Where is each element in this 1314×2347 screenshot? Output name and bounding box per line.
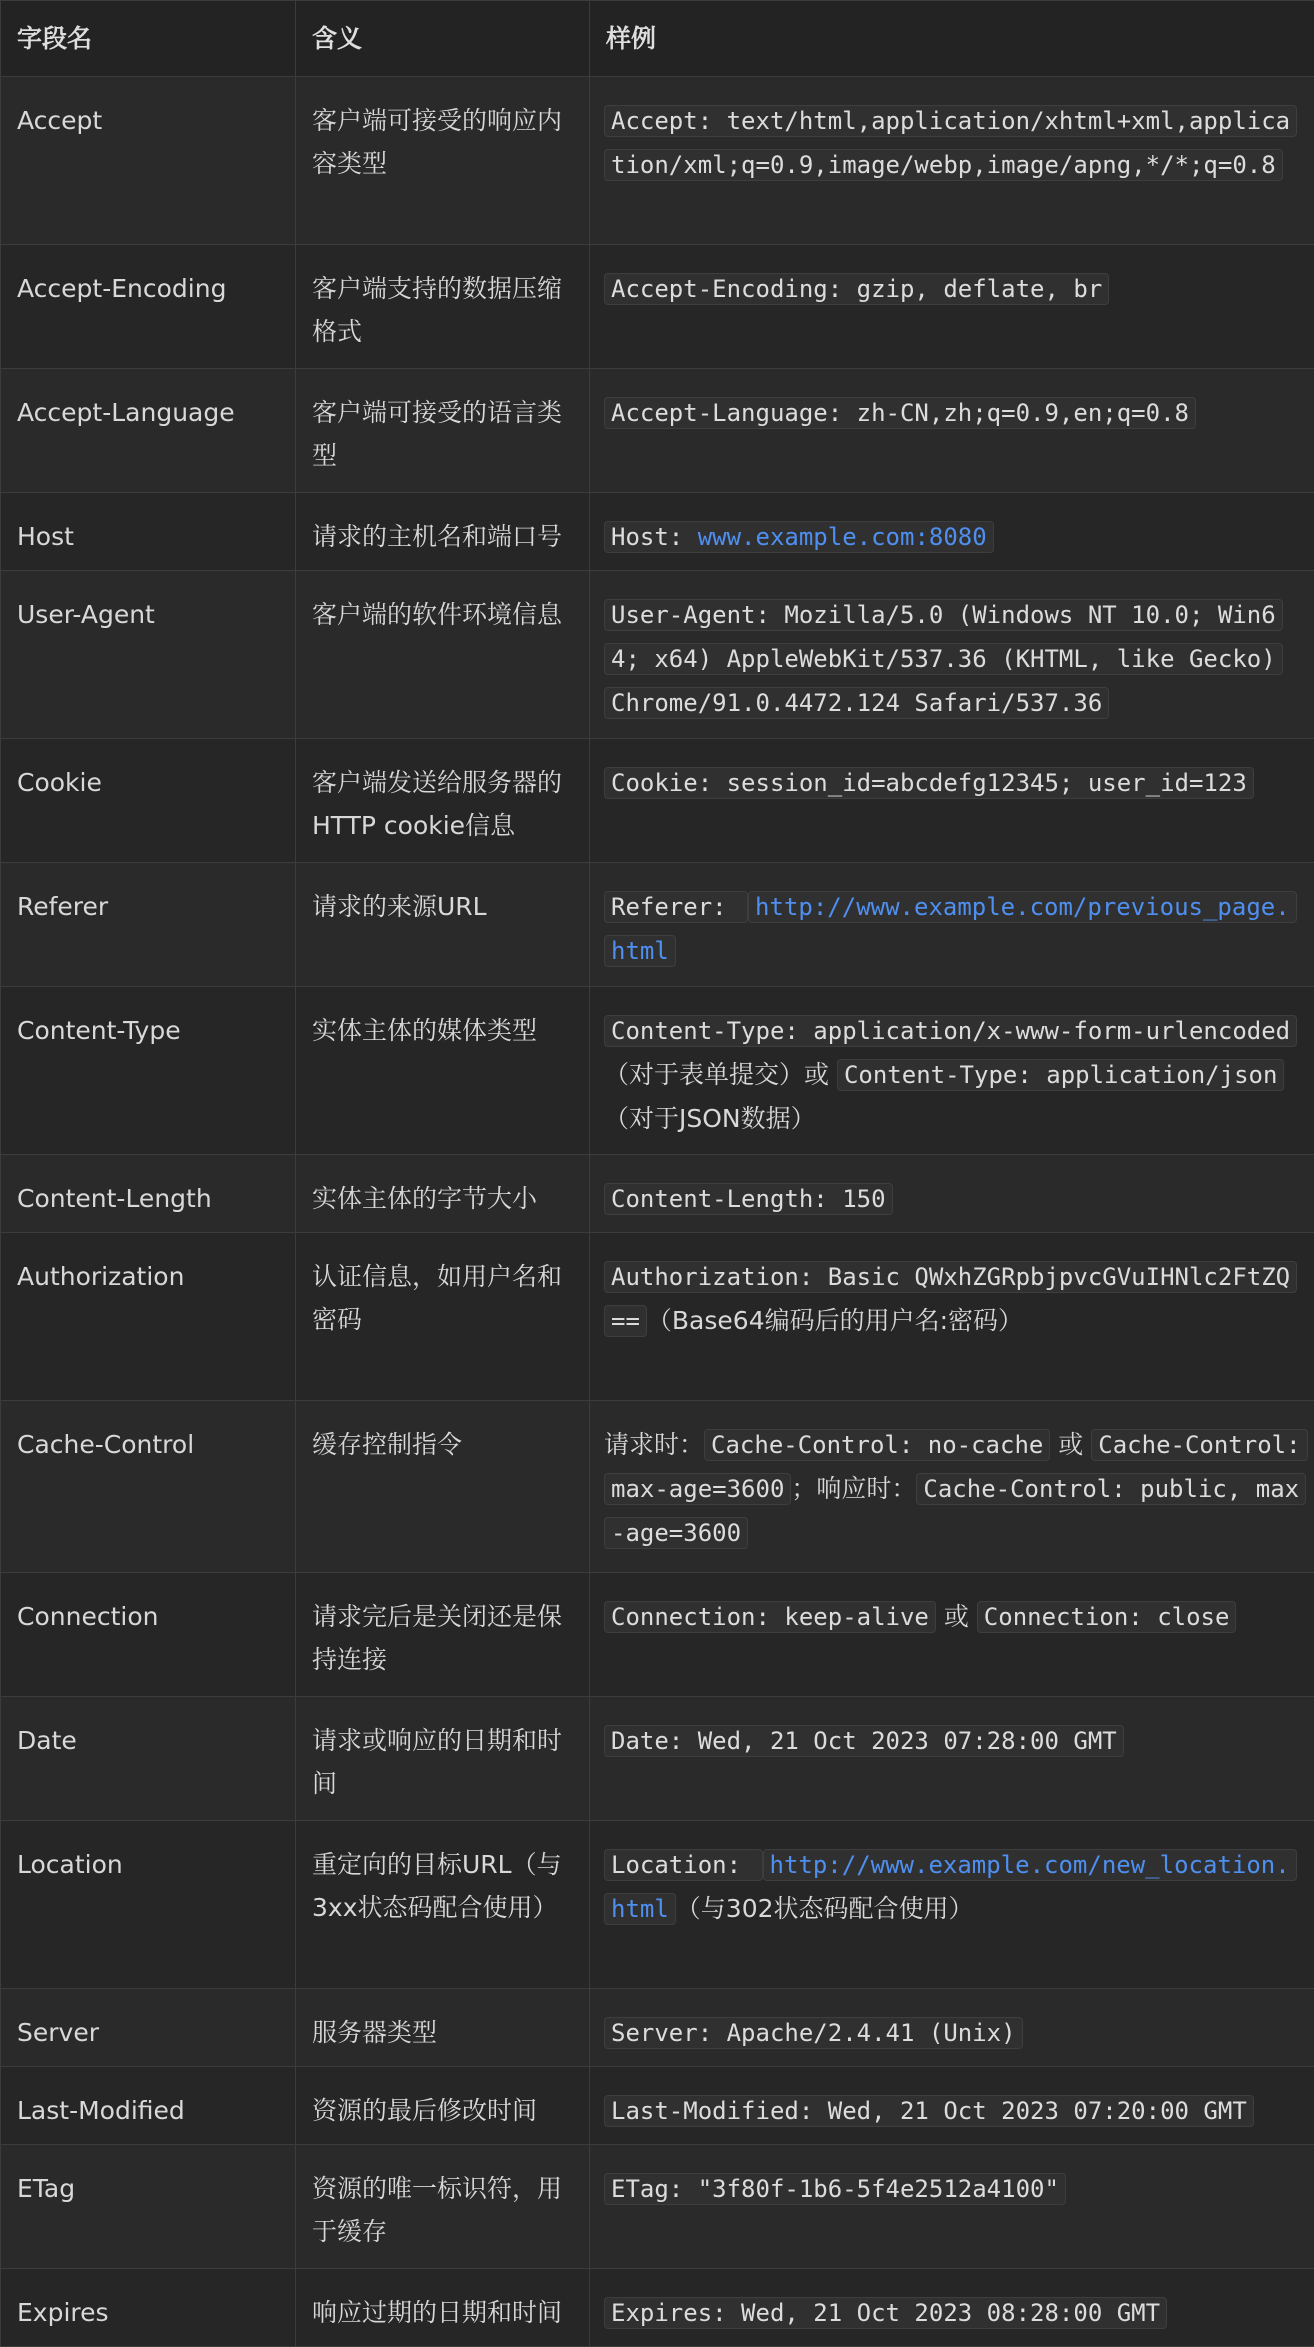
meaning-cell: 缓存控制指令: [296, 1401, 590, 1573]
header-meaning: 含义: [296, 1, 590, 77]
example-code-text: Content-Type: application/x-www-form-urlencoded: [611, 1017, 1290, 1045]
example-code-text: Cache-Control: no-cache: [711, 1431, 1043, 1459]
example-code-text: Last-Modified: Wed, 21 Oct 2023 07:20:00 GMT: [611, 2097, 1247, 2125]
example-code: [604, 2173, 1066, 2205]
example-note: （对于JSON数据）: [604, 1104, 816, 1133]
example-note: 请求时：: [604, 1430, 704, 1459]
field-name-cell: Date: [1, 1697, 296, 1821]
example-code-text: Accept-Encoding: gzip, deflate, br: [611, 275, 1102, 303]
field-name-cell: Server: [1, 1989, 296, 2067]
example-code: [604, 273, 1109, 305]
meaning-cell: 请求完后是关闭还是保持连接: [296, 1573, 590, 1697]
meaning-cell: 客户端的软件环境信息: [296, 571, 590, 739]
example-code: [604, 105, 1297, 181]
field-name-cell: Content-Type: [1, 987, 296, 1155]
example-cell: [590, 493, 1314, 571]
example-link[interactable]: http://www.example.com/new_location.html: [604, 1849, 1297, 1925]
example-code: [604, 2017, 1023, 2049]
meaning-cell: 实体主体的媒体类型: [296, 987, 590, 1155]
field-name-cell: Location: [1, 1821, 296, 1989]
example-code-text: ETag: "3f80f-1b6-5f4e2512a4100": [611, 2175, 1059, 2203]
table-row: [1, 1233, 1314, 1401]
meaning-cell: 客户端可接受的语言类型: [296, 369, 590, 493]
example-code-text: Connection: keep-alive: [611, 1603, 929, 1631]
table-row: [1, 1697, 1314, 1821]
example-note: 或: [1050, 1430, 1091, 1459]
example-code: [837, 1059, 1284, 1091]
example-cell: [590, 1573, 1314, 1697]
table-row: [1, 1573, 1314, 1697]
example-code-text: Cache-Control: public, max-age=3600: [611, 1475, 1299, 1547]
table-row: [1, 1821, 1314, 1989]
meaning-cell: 客户端发送给服务器的HTTP cookie信息: [296, 739, 590, 863]
example-cell: [590, 1155, 1314, 1233]
meaning-cell: 客户端支持的数据压缩格式: [296, 245, 590, 369]
example-note: ；响应时：: [791, 1474, 916, 1503]
example-code-text: User-Agent: Mozilla/5.0 (Windows NT 10.0; Win64; x64) AppleWebKit/537.36 (KHTML, like Gecko) Chrome/91.0.4472.124 Safari/537.36: [611, 601, 1276, 717]
example-code-text: Expires: Wed, 21 Oct 2023 08:28:00 GMT: [611, 2299, 1160, 2327]
example-code-text: Accept-Language: zh-CN,zh;q=0.9,en;q=0.8: [611, 399, 1189, 427]
table-body: [1, 77, 1314, 2347]
field-name-cell: User-Agent: [1, 571, 296, 739]
table-row: [1, 369, 1314, 493]
example-cell: [590, 863, 1314, 987]
example-code-text: Authorization: Basic QWxhZGRpbjpvcGVuIHNlc2FtZQ==: [611, 1263, 1290, 1335]
example-link[interactable]: http://www.example.com/previous_page.html: [604, 891, 1297, 967]
example-code-text: Cookie: session_id=abcdefg12345; user_id=123: [611, 769, 1247, 797]
example-cell: [590, 1821, 1314, 1989]
table-row: [1, 245, 1314, 369]
field-name-cell: Cache-Control: [1, 1401, 296, 1573]
table-row: [1, 1401, 1314, 1573]
example-cell: [590, 739, 1314, 863]
header-example: 样例: [590, 1, 1314, 77]
example-code-text: Connection: close: [984, 1603, 1230, 1631]
meaning-cell: 服务器类型: [296, 1989, 590, 2067]
example-code-text: Accept: text/html,application/xhtml+xml,application/xml;q=0.9,image/webp,image/apng,*/*;q=0.8: [611, 107, 1290, 179]
example-cell: [590, 2145, 1314, 2269]
example-cell: [590, 1989, 1314, 2067]
meaning-cell: 认证信息，如用户名和密码: [296, 1233, 590, 1401]
meaning-cell: 资源的唯一标识符，用于缓存: [296, 2145, 590, 2269]
example-code: [704, 1429, 1050, 1461]
table-row: [1, 77, 1314, 245]
example-code: [604, 1015, 1297, 1047]
example-code: [604, 1849, 763, 1881]
example-code-text: Host:: [611, 523, 698, 551]
meaning-cell: 资源的最后修改时间: [296, 2067, 590, 2145]
example-cell: [590, 2269, 1314, 2347]
meaning-cell: 实体主体的字节大小: [296, 1155, 590, 1233]
field-name-cell: Last-Modified: [1, 2067, 296, 2145]
meaning-cell: 请求或响应的日期和时间: [296, 1697, 590, 1821]
example-code-text: Location:: [611, 1851, 756, 1879]
field-name-cell: Connection: [1, 1573, 296, 1697]
table-row: [1, 739, 1314, 863]
example-note: （与302状态码配合使用）: [676, 1894, 974, 1923]
table-row: [1, 987, 1314, 1155]
table-row: [1, 493, 1314, 571]
example-code: [604, 1601, 936, 1633]
table-row: [1, 1155, 1314, 1233]
example-code: [604, 397, 1196, 429]
table-row: [1, 571, 1314, 739]
example-code-text: Referer:: [611, 893, 741, 921]
field-name-cell: Content-Length: [1, 1155, 296, 1233]
table-row: [1, 1989, 1314, 2067]
field-name-cell: ETag: [1, 2145, 296, 2269]
example-cell: [590, 2067, 1314, 2145]
example-code: [604, 599, 1283, 719]
example-code-text: Date: Wed, 21 Oct 2023 07:28:00 GMT: [611, 1727, 1117, 1755]
field-name-cell: Accept-Encoding: [1, 245, 296, 369]
example-code: [977, 1601, 1237, 1633]
example-link[interactable]: www.example.com:8080: [698, 523, 987, 551]
example-code-text: Server: Apache/2.4.41 (Unix): [611, 2019, 1016, 2047]
table-row: [1, 2269, 1314, 2347]
example-code: [604, 521, 994, 553]
example-cell: [590, 1401, 1314, 1573]
field-name-cell: Authorization: [1, 1233, 296, 1401]
field-name-cell: Cookie: [1, 739, 296, 863]
table-row: [1, 2145, 1314, 2269]
header-field-name: 字段名: [1, 1, 296, 77]
example-note: （Base64编码后的用户名:密码）: [647, 1306, 1023, 1335]
meaning-cell: 请求的主机名和端口号: [296, 493, 590, 571]
field-name-cell: Host: [1, 493, 296, 571]
example-cell: [590, 77, 1314, 245]
meaning-cell: 请求的来源URL: [296, 863, 590, 987]
example-code-text: Content-Length: 150: [611, 1185, 886, 1213]
meaning-cell: 响应过期的日期和时间: [296, 2269, 590, 2347]
example-cell: [590, 1233, 1314, 1401]
meaning-cell: 重定向的目标URL（与3xx状态码配合使用）: [296, 1821, 590, 1989]
example-note: （对于表单提交）或: [604, 1060, 837, 1089]
table-row: [1, 2067, 1314, 2145]
example-cell: [590, 571, 1314, 739]
table-header-row: [1, 1, 1314, 77]
field-name-cell: Expires: [1, 2269, 296, 2347]
example-cell: [590, 245, 1314, 369]
example-code-text: Cache-Control: max-age=3600: [611, 1431, 1301, 1503]
example-code: [604, 1183, 893, 1215]
meaning-cell: 客户端可接受的响应内容类型: [296, 77, 590, 245]
example-code: [604, 891, 748, 923]
example-cell: [590, 369, 1314, 493]
table-row: [1, 863, 1314, 987]
example-cell: [590, 1697, 1314, 1821]
example-code: [604, 767, 1254, 799]
field-name-cell: Accept-Language: [1, 369, 296, 493]
example-code: [604, 1725, 1124, 1757]
example-code-text: Content-Type: application/json: [844, 1061, 1277, 1089]
field-name-cell: Accept: [1, 77, 296, 245]
example-note: 或: [936, 1602, 977, 1631]
example-cell: [590, 987, 1314, 1155]
field-name-cell: Referer: [1, 863, 296, 987]
example-code: [604, 2297, 1167, 2329]
example-code: [604, 2095, 1254, 2127]
